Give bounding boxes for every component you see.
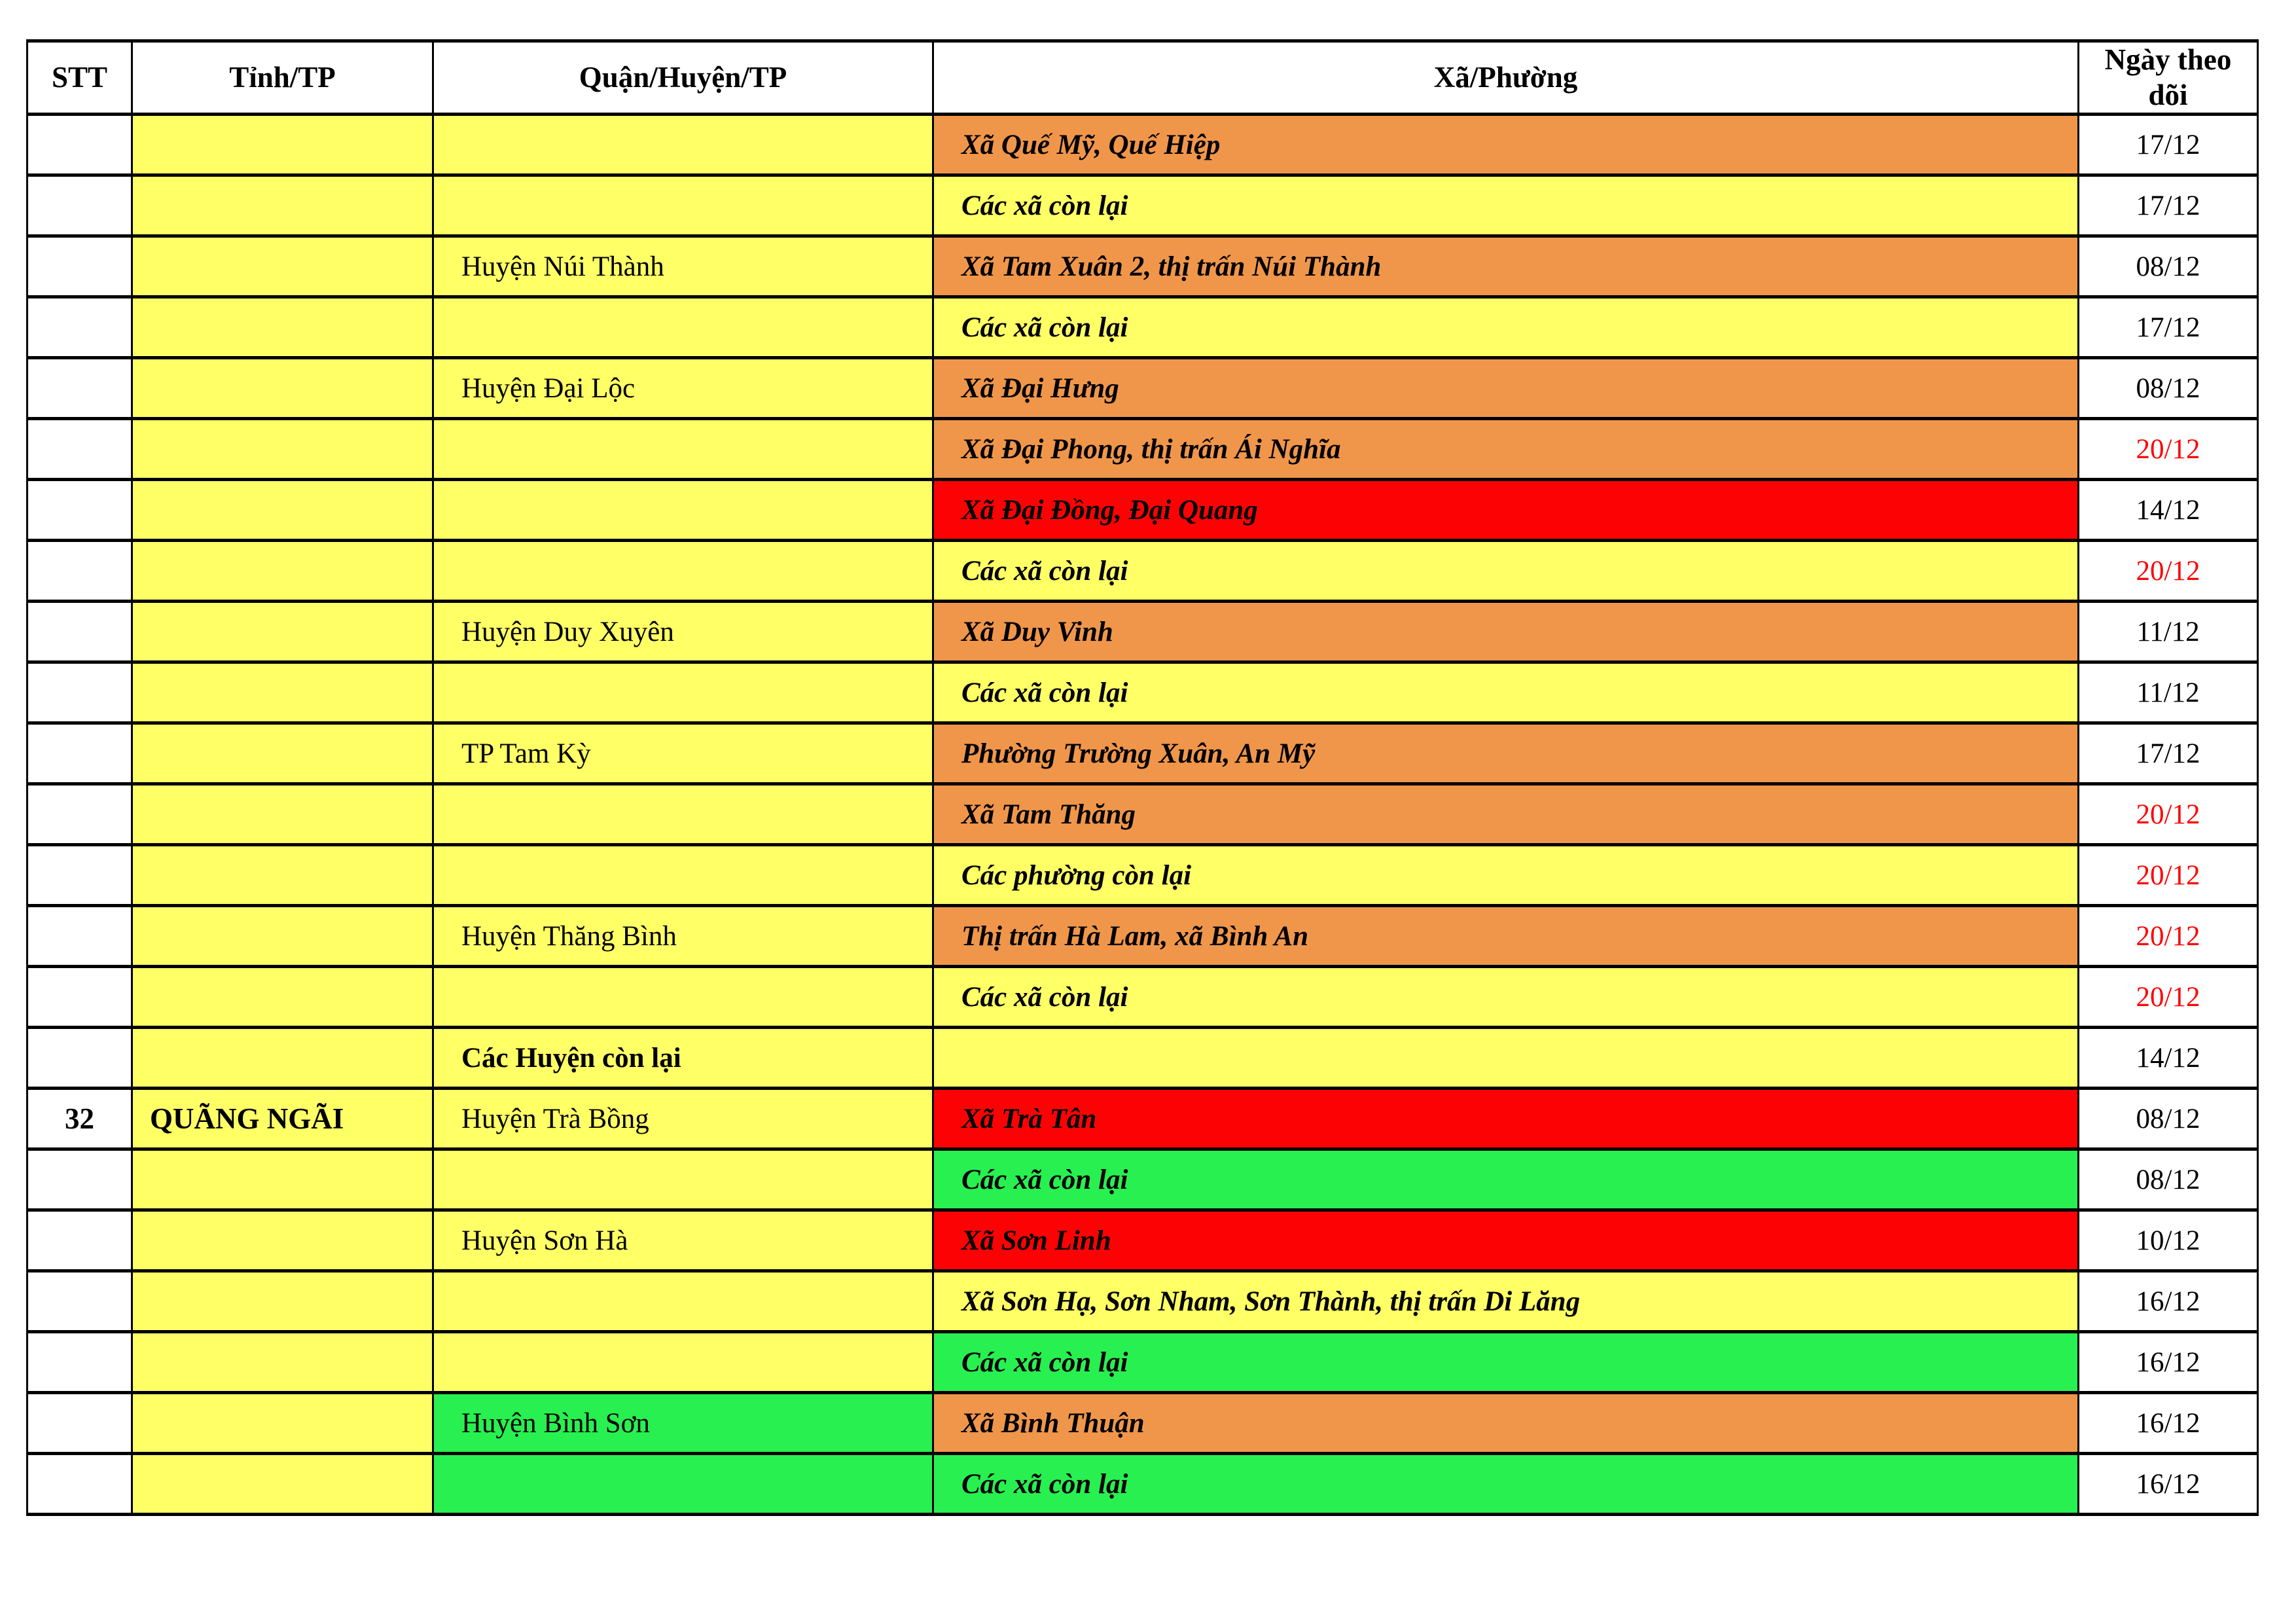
stt-cell: [27, 906, 132, 967]
table-row: [27, 297, 2258, 358]
province-cell: QUÃNG NGÃI: [132, 1089, 433, 1149]
stt-cell: [27, 602, 132, 662]
table-row: [27, 419, 2258, 480]
table-row: [27, 784, 2258, 845]
province-cell: [132, 1210, 433, 1271]
stt-cell: [27, 967, 132, 1028]
table-body: [27, 115, 2258, 1515]
province-cell: [132, 784, 433, 845]
district-cell: TP Tam Kỳ: [433, 723, 933, 784]
stt-cell: [27, 297, 132, 358]
stt-cell: [27, 723, 132, 784]
table-row: [27, 236, 2258, 297]
table-header: [27, 41, 2258, 115]
district-cell: [433, 115, 933, 175]
tracking-table: [26, 39, 2259, 1516]
ward-cell: Các phường còn lại: [933, 845, 2079, 906]
province-cell: [132, 906, 433, 967]
province-cell: [132, 1393, 433, 1454]
ward-cell: Các xã còn lại: [933, 175, 2079, 236]
province-cell: [132, 419, 433, 480]
date-cell: 11/12: [2079, 602, 2258, 662]
date-cell: 20/12: [2079, 845, 2258, 906]
ward-cell: [933, 1028, 2079, 1089]
district-cell: [433, 297, 933, 358]
district-cell: [433, 1454, 933, 1515]
stt-cell: [27, 1149, 132, 1210]
table-row: [27, 480, 2258, 541]
district-cell: Huyện Thăng Bình: [433, 906, 933, 967]
ward-cell: Xã Sơn Hạ, Sơn Nham, Sơn Thành, thị trấn Di Lăng: [933, 1271, 2079, 1332]
province-cell: [132, 175, 433, 236]
ward-cell: Xã Trà Tân: [933, 1089, 2079, 1149]
stt-cell: [27, 784, 132, 845]
table-row: [27, 967, 2258, 1028]
header-ward: Xã/Phường: [933, 41, 2079, 115]
date-cell: 08/12: [2079, 1089, 2258, 1149]
stt-cell: [27, 1393, 132, 1454]
province-cell: [132, 662, 433, 723]
date-cell: 16/12: [2079, 1393, 2258, 1454]
date-cell: 17/12: [2079, 723, 2258, 784]
table-row: [27, 358, 2258, 419]
stt-cell: [27, 1028, 132, 1089]
province-cell: [132, 1332, 433, 1393]
table-row: [27, 906, 2258, 967]
district-cell: Huyện Đại Lộc: [433, 358, 933, 419]
province-cell: [132, 115, 433, 175]
header-province: Tỉnh/TP: [132, 41, 433, 115]
ward-cell: Các xã còn lại: [933, 297, 2079, 358]
ward-cell: Xã Quế Mỹ, Quế Hiệp: [933, 115, 2079, 175]
table-row: [27, 1089, 2258, 1149]
district-cell: [433, 541, 933, 602]
district-cell: Huyện Bình Sơn: [433, 1393, 933, 1454]
district-cell: [433, 1332, 933, 1393]
date-cell: 14/12: [2079, 480, 2258, 541]
province-cell: [132, 480, 433, 541]
date-cell: 17/12: [2079, 115, 2258, 175]
date-cell: 20/12: [2079, 541, 2258, 602]
table-row: [27, 602, 2258, 662]
table-row: [27, 1332, 2258, 1393]
province-cell: [132, 236, 433, 297]
date-cell: 08/12: [2079, 1149, 2258, 1210]
table-row: [27, 1454, 2258, 1515]
ward-cell: Các xã còn lại: [933, 1332, 2079, 1393]
district-cell: Huyện Trà Bồng: [433, 1089, 933, 1149]
stt-cell: [27, 358, 132, 419]
date-cell: 20/12: [2079, 967, 2258, 1028]
ward-cell: Xã Tam Xuân 2, thị trấn Núi Thành: [933, 236, 2079, 297]
table-row: [27, 662, 2258, 723]
ward-cell: Xã Đại Phong, thị trấn Ái Nghĩa: [933, 419, 2079, 480]
ward-cell: Các xã còn lại: [933, 967, 2079, 1028]
district-cell: Huyện Núi Thành: [433, 236, 933, 297]
district-cell: [433, 480, 933, 541]
ward-cell: Xã Đại Đồng, Đại Quang: [933, 480, 2079, 541]
header-date: Ngày theo dõi: [2079, 41, 2258, 115]
ward-cell: Các xã còn lại: [933, 1149, 2079, 1210]
stt-cell: [27, 541, 132, 602]
district-cell: Huyện Sơn Hà: [433, 1210, 933, 1271]
table-row: [27, 1271, 2258, 1332]
district-cell: [433, 662, 933, 723]
stt-cell: [27, 480, 132, 541]
stt-cell: [27, 1210, 132, 1271]
table-row: [27, 1028, 2258, 1089]
date-cell: 10/12: [2079, 1210, 2258, 1271]
date-cell: 20/12: [2079, 906, 2258, 967]
date-cell: 16/12: [2079, 1454, 2258, 1515]
stt-cell: [27, 1454, 132, 1515]
date-cell: 16/12: [2079, 1271, 2258, 1332]
district-cell: Các Huyện còn lại: [433, 1028, 933, 1089]
district-cell: [433, 175, 933, 236]
district-cell: [433, 1271, 933, 1332]
date-cell: 17/12: [2079, 297, 2258, 358]
stt-cell: [27, 419, 132, 480]
province-cell: [132, 1454, 433, 1515]
ward-cell: Xã Tam Thăng: [933, 784, 2079, 845]
district-cell: [433, 784, 933, 845]
ward-cell: Thị trấn Hà Lam, xã Bình An: [933, 906, 2079, 967]
stt-cell: [27, 1332, 132, 1393]
date-cell: 20/12: [2079, 784, 2258, 845]
ward-cell: Xã Sơn Linh: [933, 1210, 2079, 1271]
stt-cell: 32: [27, 1089, 132, 1149]
province-cell: [132, 723, 433, 784]
district-cell: [433, 419, 933, 480]
ward-cell: Xã Đại Hưng: [933, 358, 2079, 419]
header-row: [27, 41, 2258, 115]
table-row: [27, 1393, 2258, 1454]
table-row: [27, 541, 2258, 602]
province-cell: [132, 845, 433, 906]
province-cell: [132, 1149, 433, 1210]
stt-cell: [27, 662, 132, 723]
ward-cell: Các xã còn lại: [933, 1454, 2079, 1515]
province-cell: [132, 358, 433, 419]
district-cell: [433, 967, 933, 1028]
ward-cell: Các xã còn lại: [933, 662, 2079, 723]
stt-cell: [27, 845, 132, 906]
table-row: [27, 175, 2258, 236]
district-cell: [433, 1149, 933, 1210]
table-row: [27, 115, 2258, 175]
ward-cell: Xã Duy Vinh: [933, 602, 2079, 662]
date-cell: 14/12: [2079, 1028, 2258, 1089]
province-cell: [132, 1271, 433, 1332]
province-cell: [132, 602, 433, 662]
date-cell: 20/12: [2079, 419, 2258, 480]
stt-cell: [27, 115, 132, 175]
ward-cell: Các xã còn lại: [933, 541, 2079, 602]
table-row: [27, 723, 2258, 784]
stt-cell: [27, 175, 132, 236]
date-cell: 16/12: [2079, 1332, 2258, 1393]
province-cell: [132, 297, 433, 358]
date-cell: 08/12: [2079, 358, 2258, 419]
ward-cell: Phường Trường Xuân, An Mỹ: [933, 723, 2079, 784]
date-cell: 11/12: [2079, 662, 2258, 723]
date-cell: 08/12: [2079, 236, 2258, 297]
header-stt: STT: [27, 41, 132, 115]
stt-cell: [27, 1271, 132, 1332]
district-cell: Huyện Duy Xuyên: [433, 602, 933, 662]
ward-cell: Xã Bình Thuận: [933, 1393, 2079, 1454]
district-cell: [433, 845, 933, 906]
province-cell: [132, 967, 433, 1028]
date-cell: 17/12: [2079, 175, 2258, 236]
table-row: [27, 1210, 2258, 1271]
province-cell: [132, 1028, 433, 1089]
header-district: Quận/Huyện/TP: [433, 41, 933, 115]
table-row: [27, 845, 2258, 906]
table-row: [27, 1149, 2258, 1210]
province-cell: [132, 541, 433, 602]
stt-cell: [27, 236, 132, 297]
